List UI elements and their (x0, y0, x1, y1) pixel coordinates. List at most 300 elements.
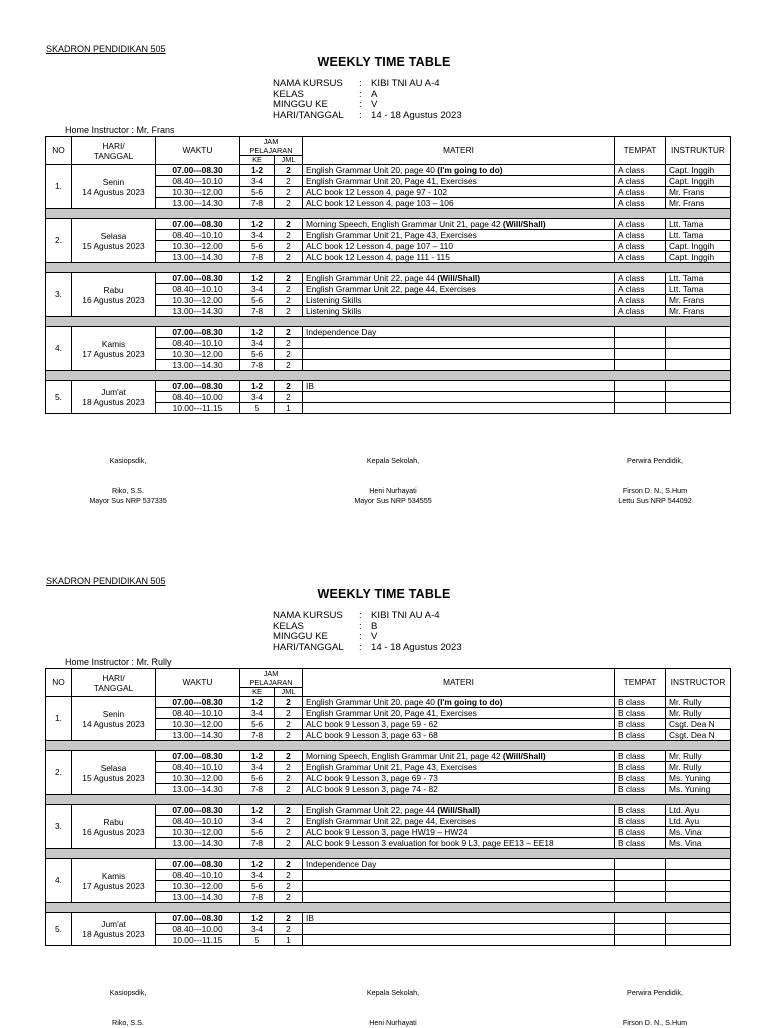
header-materi: MATERI (303, 669, 615, 697)
materi-cell (303, 273, 615, 284)
header-hari-line2: TANGGAL (93, 682, 134, 693)
table-row (46, 327, 731, 338)
session-ke-cell: 1-2 (240, 327, 275, 338)
instructor-cell: Capt. Inggih (666, 252, 731, 263)
course-info (273, 79, 462, 121)
day-name: Jum'at (101, 919, 126, 929)
session-ke-cell: 1-2 (240, 697, 275, 708)
info-separator: : (359, 631, 362, 643)
signature-name: Heni Nurhayati (369, 486, 417, 495)
instructor-cell: Capt. Inggih (666, 165, 731, 176)
info-label: MINGGU KE (273, 99, 328, 111)
session-ke-cell: 3-4 (240, 870, 275, 881)
tempat-cell (615, 881, 666, 892)
session-jml-cell: 2 (275, 838, 303, 849)
session-jml-cell: 2 (275, 381, 303, 392)
time-cell: 10.30---12.00 (156, 773, 240, 784)
session-ke-cell: 5-6 (240, 719, 275, 730)
tempat-cell: B class (615, 697, 666, 708)
instructor-cell (666, 913, 731, 924)
materi-cell (303, 306, 615, 317)
day-separator-row (46, 795, 731, 805)
materi-cell (303, 708, 615, 719)
materi-text: English Grammar Unit 22, page 44, Exercises (306, 283, 476, 294)
day-name: Rabu (103, 284, 124, 295)
session-ke-cell: 3-4 (240, 816, 275, 827)
signature-name: Heni Nurhayati (369, 1018, 417, 1027)
document-title: WEEKLY TIME TABLE (317, 587, 451, 601)
time-cell: 10.30---12.00 (156, 827, 240, 838)
tempat-cell: A class (615, 252, 666, 263)
tempat-cell: A class (615, 284, 666, 295)
materi-text: ALC book 12 Lesson 4, page 111 - 115 (306, 251, 450, 262)
day-number: 5. (46, 381, 72, 414)
table-row (46, 859, 731, 870)
day-date-cell (72, 219, 156, 263)
session-jml-cell: 2 (275, 252, 303, 263)
time-cell: 13.00---14.30 (156, 784, 240, 795)
header-instruktur: INSTRUCTOR (666, 669, 731, 697)
table-row (46, 165, 731, 176)
signature-role: Kepala Sekolah, (366, 456, 420, 465)
day-separator (46, 371, 731, 381)
instructor-cell (666, 381, 731, 392)
materi-text: ALC book 9 Lesson 3, page 74 - 82 (306, 783, 438, 794)
instructor-cell (666, 881, 731, 892)
time-cell: 08.40---10.10 (156, 762, 240, 773)
session-ke-cell: 7-8 (240, 360, 275, 371)
session-jml-cell: 2 (275, 327, 303, 338)
info-label: MINGGU KE (273, 631, 328, 643)
table-header (46, 137, 731, 165)
info-separator: : (359, 88, 362, 100)
session-jml-cell: 2 (275, 773, 303, 784)
materi-text: IB (306, 380, 314, 391)
materi-cell (303, 881, 615, 892)
time-cell: 10.00---11.15 (156, 403, 240, 414)
session-jml-cell: 2 (275, 762, 303, 773)
time-cell: 13.00---14.30 (156, 730, 240, 741)
time-cell: 10.30---12.00 (156, 719, 240, 730)
instructor-cell: Mr. Rully (666, 762, 731, 773)
table-body (46, 165, 731, 414)
materi-text: ALC book 12 Lesson 4, page 103 – 106 (306, 197, 454, 208)
session-ke-cell: 5-6 (240, 241, 275, 252)
session-ke-cell: 7-8 (240, 784, 275, 795)
instructor-cell: Capt. Inggih (666, 241, 731, 252)
table-row (46, 805, 731, 816)
info-separator: : (359, 641, 362, 653)
tempat-cell: B class (615, 816, 666, 827)
materi-cell (303, 165, 615, 176)
session-jml-cell: 1 (275, 935, 303, 946)
session-jml-cell: 2 (275, 870, 303, 881)
header-instruktur: INSTRUKTUR (666, 137, 731, 165)
time-cell: 10.30---12.00 (156, 881, 240, 892)
instructor-cell: Ltt. Tama (666, 230, 731, 241)
instructor-cell (666, 892, 731, 903)
day-separator-row (46, 209, 731, 219)
signature-rank: Mayor Sus NRP 537335 (89, 496, 167, 505)
materi-text: ALC book 12 Lesson 4, page 107 – 110 (306, 240, 453, 251)
session-ke-cell: 1-2 (240, 165, 275, 176)
materi-cell (303, 403, 615, 414)
time-cell: 07.00---08.30 (156, 697, 240, 708)
instructor-cell (666, 924, 731, 935)
session-jml-cell: 2 (275, 198, 303, 209)
signature-name: Riko, S.S. (112, 1018, 144, 1027)
materi-text: Listening Skills (306, 294, 362, 305)
day-date: 17 Agustus 2023 (82, 348, 145, 359)
signature-role: Perwira Pendidik, (627, 988, 683, 997)
materi-cell (303, 935, 615, 946)
instructor-cell: Ltt. Tama (666, 284, 731, 295)
session-jml-cell: 2 (275, 165, 303, 176)
session-jml-cell: 2 (275, 924, 303, 935)
materi-cell (303, 241, 615, 252)
time-cell: 10.30---12.00 (156, 349, 240, 360)
time-cell: 10.30---12.00 (156, 241, 240, 252)
tempat-cell: B class (615, 784, 666, 795)
instructor-cell (666, 870, 731, 881)
table-row (46, 219, 731, 230)
materi-text: ALC book 9 Lesson 3, page 59 - 62 (306, 718, 438, 729)
instructor-cell: Csgt. Dea N (666, 730, 731, 741)
info-separator: : (359, 78, 362, 89)
header-waktu: WAKTU (156, 137, 240, 165)
day-date-cell (72, 697, 156, 741)
day-separator (46, 903, 731, 913)
materi-cell (303, 784, 615, 795)
materi-cell (303, 187, 615, 198)
info-label: HARI/TANGGAL (273, 641, 344, 653)
instructor-cell (666, 392, 731, 403)
instructor-cell (666, 859, 731, 870)
materi-cell (303, 230, 615, 241)
header-jam-line2: PELAJARAN (249, 678, 293, 687)
session-ke-cell: 5-6 (240, 881, 275, 892)
session-ke-cell: 5-6 (240, 827, 275, 838)
header-tempat: TEMPAT (615, 137, 666, 165)
materi-text: English Grammar Unit 21, Page 43, Exercises (306, 761, 477, 772)
day-number: 2. (46, 219, 72, 263)
header-hari (72, 137, 156, 165)
materi-cell (303, 870, 615, 881)
day-number: 2. (46, 751, 72, 795)
session-jml-cell: 2 (275, 176, 303, 187)
signature-name: Firson D. N., S.Hum (622, 1018, 688, 1027)
instructor-cell (666, 327, 731, 338)
signature-perwira-pendidik (580, 456, 730, 506)
instructor-cell: Ltt. Tama (666, 273, 731, 284)
time-cell: 13.00---14.30 (156, 306, 240, 317)
signature-role: Kepala Sekolah, (366, 988, 420, 997)
time-cell: 13.00---14.30 (156, 360, 240, 371)
session-ke-cell: 7-8 (240, 892, 275, 903)
unit-name: SKADRON PENDIDIKAN 505 (46, 44, 166, 54)
materi-text: ALC book 9 Lesson 3, page 69 - 73 (306, 772, 438, 783)
session-ke-cell: 7-8 (240, 306, 275, 317)
day-date: 16 Agustus 2023 (82, 826, 145, 837)
signature-name: Riko, S.S. (112, 486, 144, 495)
session-jml-cell: 2 (275, 697, 303, 708)
time-cell: 08.40---10.00 (156, 392, 240, 403)
materi-text: ALC book 12 Lesson 4, page 97 - 102 (306, 186, 448, 197)
session-ke-cell: 3-4 (240, 176, 275, 187)
day-separator (46, 795, 731, 805)
signature-kasiopsdik (53, 988, 203, 1028)
tempat-cell: B class (615, 827, 666, 838)
session-ke-cell: 1-2 (240, 859, 275, 870)
time-cell: 08.40---10.10 (156, 708, 240, 719)
time-cell: 07.00---08.30 (156, 327, 240, 338)
day-date: 15 Agustus 2023 (82, 772, 145, 783)
time-cell: 10.00---11.15 (156, 935, 240, 946)
materi-text: Morning Speech, English Grammar Unit 21, page 42 (306, 750, 501, 761)
session-jml-cell: 2 (275, 913, 303, 924)
materi-cell (303, 697, 615, 708)
tempat-cell: B class (615, 730, 666, 741)
session-jml-cell: 2 (275, 230, 303, 241)
signature-rank: Mayor Sus NRP 534555 (354, 496, 432, 505)
session-ke-cell: 3-4 (240, 924, 275, 935)
day-number: 3. (46, 805, 72, 849)
day-date: 16 Agustus 2023 (82, 294, 145, 305)
materi-emphasis: (I'm going to do) (434, 164, 503, 175)
signature-perwira-pendidik (580, 988, 730, 1028)
materi-cell (303, 360, 615, 371)
materi-emphasis: (Will/Shall) (434, 272, 481, 283)
session-jml-cell: 2 (275, 349, 303, 360)
materi-cell (303, 892, 615, 903)
session-jml-cell: 2 (275, 273, 303, 284)
instructor-cell: Mr. Frans (666, 187, 731, 198)
time-cell: 08.40---10.10 (156, 870, 240, 881)
session-ke-cell: 1-2 (240, 219, 275, 230)
tempat-cell: A class (615, 241, 666, 252)
session-jml-cell: 2 (275, 241, 303, 252)
day-date-cell (72, 751, 156, 795)
session-jml-cell: 2 (275, 187, 303, 198)
table-row (46, 751, 731, 762)
info-label: KELAS (273, 620, 304, 632)
materi-cell (303, 284, 615, 295)
header-jam-line1: JAM (263, 669, 279, 678)
tempat-cell: B class (615, 773, 666, 784)
signature-kepala-sekolah (318, 988, 468, 1028)
info-value: B (371, 620, 378, 632)
session-ke-cell: 5-6 (240, 773, 275, 784)
time-cell: 08.40---10.00 (156, 924, 240, 935)
session-ke-cell: 5 (240, 403, 275, 414)
time-cell: 08.40---10.10 (156, 284, 240, 295)
info-row (273, 611, 462, 622)
materi-cell (303, 924, 615, 935)
day-date-cell (72, 859, 156, 903)
day-date-cell (72, 805, 156, 849)
time-cell: 13.00---14.30 (156, 252, 240, 263)
signature-kepala-sekolah (318, 456, 468, 506)
tempat-cell (615, 349, 666, 360)
day-name: Selasa (100, 230, 127, 241)
session-ke-cell: 3-4 (240, 762, 275, 773)
header-hari-line1: HARI/ (102, 672, 125, 683)
header-hari-line1: HARI/ (102, 140, 125, 151)
signature-role: Kasiopsdik, (109, 456, 147, 465)
info-value: A (371, 88, 378, 100)
materi-emphasis: (Will/Shall) (500, 750, 546, 761)
materi-cell (303, 827, 615, 838)
course-info (273, 611, 462, 653)
info-value: V (371, 99, 378, 111)
session-jml-cell: 2 (275, 730, 303, 741)
instructor-cell (666, 360, 731, 371)
materi-cell (303, 805, 615, 816)
info-row (273, 643, 462, 654)
time-cell: 08.40---10.10 (156, 230, 240, 241)
materi-cell (303, 773, 615, 784)
tempat-cell: B class (615, 751, 666, 762)
session-jml-cell: 2 (275, 219, 303, 230)
time-cell: 07.00---08.30 (156, 859, 240, 870)
tempat-cell (615, 392, 666, 403)
day-date-cell (72, 913, 156, 946)
materi-text: IB (306, 912, 314, 923)
day-separator (46, 849, 731, 859)
session-ke-cell: 1-2 (240, 805, 275, 816)
tempat-cell: A class (615, 198, 666, 209)
tempat-cell: B class (615, 805, 666, 816)
time-cell: 13.00---14.30 (156, 198, 240, 209)
day-separator-row (46, 903, 731, 913)
instructor-cell: Ms. Vina (666, 827, 731, 838)
table-body (46, 697, 731, 946)
session-ke-cell: 1-2 (240, 381, 275, 392)
session-ke-cell: 7-8 (240, 252, 275, 263)
session-jml-cell: 2 (275, 805, 303, 816)
session-ke-cell: 1-2 (240, 751, 275, 762)
materi-cell (303, 198, 615, 209)
session-ke-cell: 3-4 (240, 230, 275, 241)
day-name: Selasa (100, 762, 127, 773)
materi-text: English Grammar Unit 20, page 40 (306, 164, 435, 175)
materi-text: Independence Day (306, 858, 377, 869)
session-jml-cell: 2 (275, 295, 303, 306)
day-name: Kamis (101, 870, 126, 881)
signature-kasiopsdik (53, 456, 203, 506)
time-cell: 08.40---10.10 (156, 176, 240, 187)
day-name: Jum'at (101, 387, 126, 397)
table-row (46, 273, 731, 284)
info-row (273, 111, 462, 122)
unit-name: SKADRON PENDIDIKAN 505 (46, 576, 166, 586)
time-cell: 07.00---08.30 (156, 165, 240, 176)
header-jam-line2: PELAJARAN (249, 146, 293, 155)
info-separator: : (359, 620, 362, 632)
materi-text: English Grammar Unit 20, page 40 (306, 696, 435, 707)
time-cell: 07.00---08.30 (156, 273, 240, 284)
day-separator-row (46, 849, 731, 859)
materi-cell (303, 838, 615, 849)
header-jam-line1: JAM (263, 137, 279, 146)
signature-role: Kasiopsdik, (109, 988, 147, 997)
document-title: WEEKLY TIME TABLE (317, 55, 451, 69)
timetable (45, 136, 731, 414)
info-label: KELAS (273, 88, 304, 100)
tempat-cell (615, 338, 666, 349)
tempat-cell (615, 381, 666, 392)
tempat-cell: A class (615, 165, 666, 176)
header-ke: KE (240, 688, 275, 697)
day-name: Rabu (103, 816, 124, 827)
info-value: KIBI TNI AU A-4 (371, 78, 440, 89)
session-ke-cell: 3-4 (240, 708, 275, 719)
session-jml-cell: 2 (275, 360, 303, 371)
tempat-cell (615, 360, 666, 371)
home-instructor: Home Instructor : Mr. Rully (65, 657, 172, 667)
info-separator: : (359, 99, 362, 111)
header-tempat: TEMPAT (615, 669, 666, 697)
tempat-cell: A class (615, 219, 666, 230)
day-number: 4. (46, 327, 72, 371)
info-label: NAMA KURSUS (273, 610, 343, 621)
materi-text: ALC book 9 Lesson 3, page HW19 – HW24 (306, 826, 468, 837)
tempat-cell: A class (615, 187, 666, 198)
time-cell: 07.00---08.30 (156, 751, 240, 762)
materi-emphasis: (Will/Shall) (500, 218, 546, 229)
materi-cell (303, 719, 615, 730)
instructor-cell (666, 403, 731, 414)
instructor-cell: Mr. Frans (666, 198, 731, 209)
tempat-cell: B class (615, 719, 666, 730)
table-row (46, 381, 731, 392)
signature-role: Perwira Pendidik, (627, 456, 683, 465)
materi-text: English Grammar Unit 22, page 44, Exercises (306, 815, 476, 826)
time-cell: 07.00---08.30 (156, 913, 240, 924)
materi-cell (303, 859, 615, 870)
header-no: NO (46, 137, 72, 165)
session-ke-cell: 7-8 (240, 198, 275, 209)
signature-name: Firson D. N., S.Hum (622, 486, 688, 495)
day-separator-row (46, 741, 731, 751)
day-separator (46, 741, 731, 751)
session-ke-cell: 7-8 (240, 730, 275, 741)
day-number: 5. (46, 913, 72, 946)
instructor-cell: Ms. Vina (666, 838, 731, 849)
header-jam (240, 137, 303, 156)
tempat-cell: B class (615, 762, 666, 773)
tempat-cell (615, 403, 666, 414)
day-date: 14 Agustus 2023 (82, 718, 145, 729)
session-jml-cell: 2 (275, 751, 303, 762)
instructor-cell: Mr. Rully (666, 751, 731, 762)
session-jml-cell: 2 (275, 827, 303, 838)
materi-text: English Grammar Unit 20, Page 41, Exercises (306, 707, 477, 718)
materi-text: English Grammar Unit 20, Page 41, Exercises (306, 175, 477, 186)
materi-text: English Grammar Unit 22, page 44 (306, 804, 435, 815)
materi-cell (303, 219, 615, 230)
day-number: 4. (46, 859, 72, 903)
header-hari (72, 669, 156, 697)
materi-cell (303, 730, 615, 741)
time-cell: 13.00---14.30 (156, 892, 240, 903)
materi-cell (303, 176, 615, 187)
tempat-cell: B class (615, 708, 666, 719)
materi-cell (303, 816, 615, 827)
day-name: Kamis (101, 338, 126, 349)
materi-text: English Grammar Unit 22, page 44 (306, 272, 435, 283)
instructor-cell (666, 338, 731, 349)
